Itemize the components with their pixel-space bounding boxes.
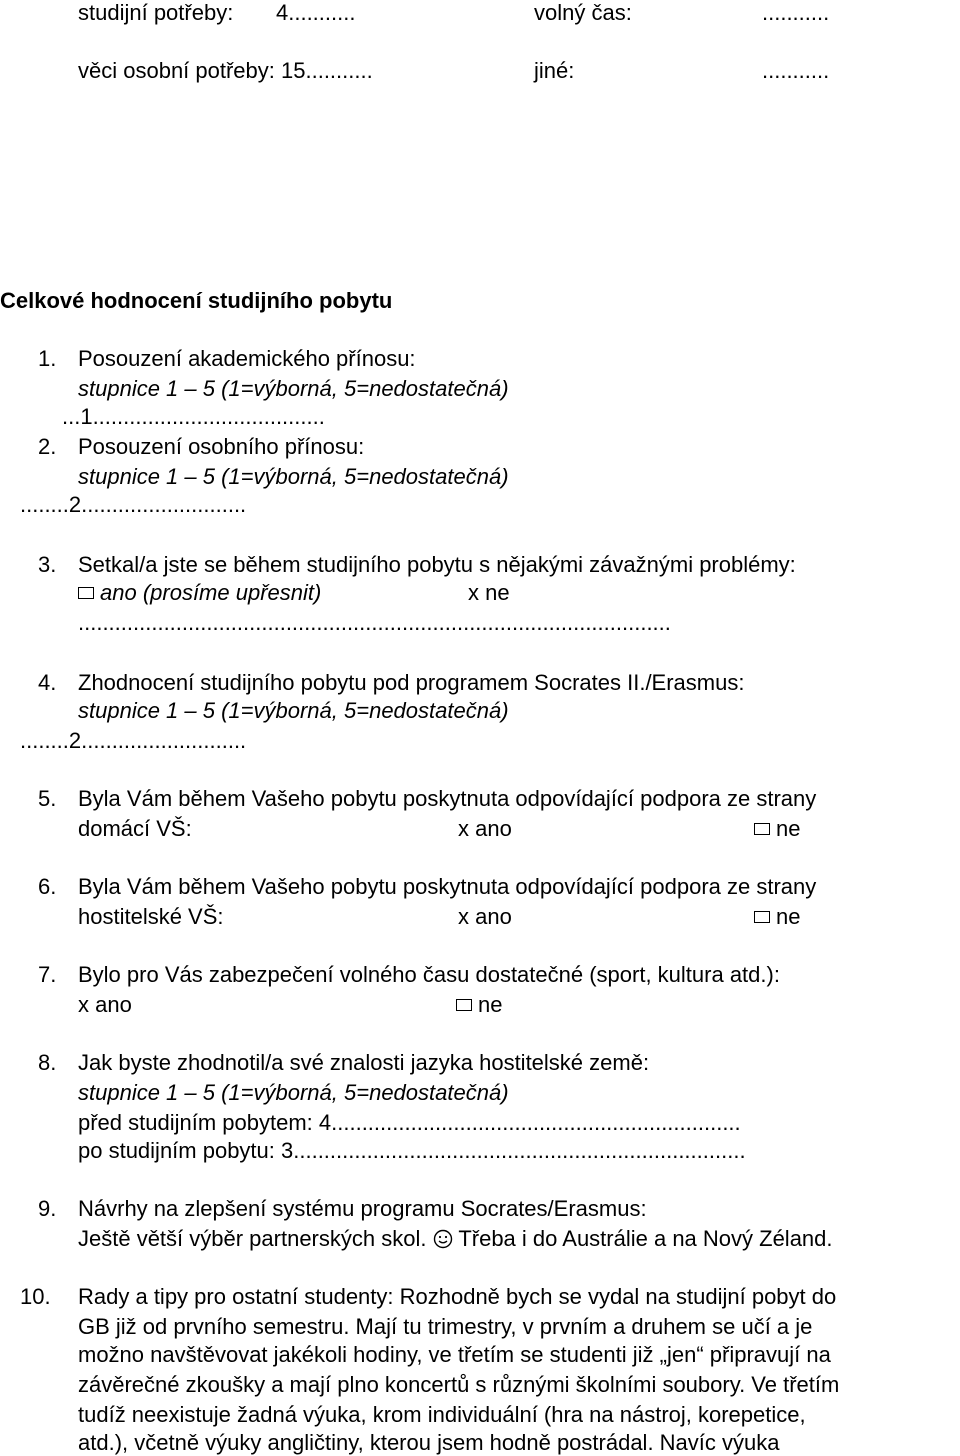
q4-number: 4. [38,670,57,695]
q7-option-no[interactable] [456,992,502,1018]
expense-other-label: jiné: [534,58,575,83]
q10-line-4: závěrečné zkoušky a mají plno koncertů s různými školními soubory. Ve třetím [78,1372,840,1397]
q8-before: před studijním pobytem: 4................................................................... [78,1110,741,1135]
expense-study-value: 4........... [276,0,356,25]
q5-text: Byla Vám během Vašeho pobytu poskytnuta odpovídající podpora ze strany [78,786,817,811]
q3-option-no[interactable]: x ne [468,580,510,605]
q1-number: 1. [38,346,57,371]
expense-study-label: studijní potřeby: [78,0,234,25]
q10-number: 10. [20,1284,51,1309]
q3-number: 3. [38,552,57,577]
q8-number: 8. [38,1050,57,1075]
checkbox-empty-icon [456,999,472,1011]
q5-option-yes[interactable]: x ano [458,816,512,841]
q9-answer [78,1226,833,1255]
expense-personal: věci osobní potřeby: 15........... [78,58,373,83]
q6-option-yes[interactable]: x ano [458,904,512,929]
q5-option-no-label: ne [776,816,801,841]
checkbox-empty-icon [754,911,770,923]
q5-option-no[interactable] [754,816,800,842]
q2-text: Posouzení osobního přínosu: [78,434,365,459]
q3-text: Setkal/a jste se během studijního pobytu s nějakými závažnými problémy: [78,552,796,577]
smiley-icon [433,1229,453,1255]
q4-scale: stupnice 1 – 5 (1=výborná, 5=nedostatečná) [78,698,509,723]
section-title: Celkové hodnocení studijního pobytu [0,288,393,313]
q8-after: po studijním pobytu: 3.......................................................................... [78,1138,746,1163]
q3-option-yes[interactable] [78,580,321,606]
checkbox-empty-icon [78,587,94,599]
q4-answer: ........2........................... [20,728,247,753]
q8-scale: stupnice 1 – 5 (1=výborná, 5=nedostatečná) [78,1080,509,1105]
checkbox-empty-icon [754,823,770,835]
expense-other-value: ........... [762,58,830,83]
q10-line-3: možno navštěvovat jakékoli hodiny, ve třetím se studenti již „jen“ připravují na [78,1342,831,1367]
q6-sub: hostitelské VŠ: [78,904,224,929]
q3-option-yes-label: ano (prosíme upřesnit) [100,580,322,605]
q10-line-5: tudíž neexistuje žadná výuka, krom individuální (hra na nástroj, korepetice, [78,1402,806,1427]
q6-number: 6. [38,874,57,899]
q10-line-1: Rady a tipy pro ostatní studenty: Rozhodně bych se vydal na studijní pobyt do [78,1284,837,1309]
q7-number: 7. [38,962,57,987]
q9-answer-b: Třeba i do Austrálie a na Nový Zéland. [458,1226,833,1251]
expense-free-label: volný čas: [534,0,632,25]
expense-free-value: ........... [762,0,830,25]
q7-option-no-label: ne [478,992,503,1017]
q4-text: Zhodnocení studijního pobytu pod programem Socrates II./Erasmus: [78,670,745,695]
q2-number: 2. [38,434,57,459]
q9-answer-a: Ještě větší výběr partnerských skol. [78,1226,427,1251]
q3-answer: ................................................................................................. [78,610,671,635]
q2-scale: stupnice 1 – 5 (1=výborná, 5=nedostatečná) [78,464,509,489]
q1-text: Posouzení akademického přínosu: [78,346,416,371]
q10-line-6: atd.), včetně výuky angličtiny, kterou jsem hodně postrádal. Navíc výuka [78,1430,780,1455]
q1-answer: ...1...................................... [62,404,325,429]
q6-text: Byla Vám během Vašeho pobytu poskytnuta odpovídající podpora ze strany [78,874,817,899]
q9-number: 9. [38,1196,57,1221]
q1-scale: stupnice 1 – 5 (1=výborná, 5=nedostatečná) [78,376,509,401]
q6-option-no[interactable] [754,904,800,930]
q7-text: Bylo pro Vás zabezpečení volného času dostatečné (sport, kultura atd.): [78,962,780,987]
q10-line-2: GB již od prvního semestru. Mají tu trimestry, v prvním a druhem se učí a je [78,1314,813,1339]
q2-answer: ........2........................... [20,492,247,517]
q6-option-no-label: ne [776,904,801,929]
q7-option-yes[interactable]: x ano [78,992,132,1017]
q5-number: 5. [38,786,57,811]
q5-sub: domácí VŠ: [78,816,192,841]
q8-text: Jak byste zhodnotil/a své znalosti jazyka hostitelské země: [78,1050,650,1075]
q9-text: Návrhy na zlepšení systému programu Socrates/Erasmus: [78,1196,647,1221]
